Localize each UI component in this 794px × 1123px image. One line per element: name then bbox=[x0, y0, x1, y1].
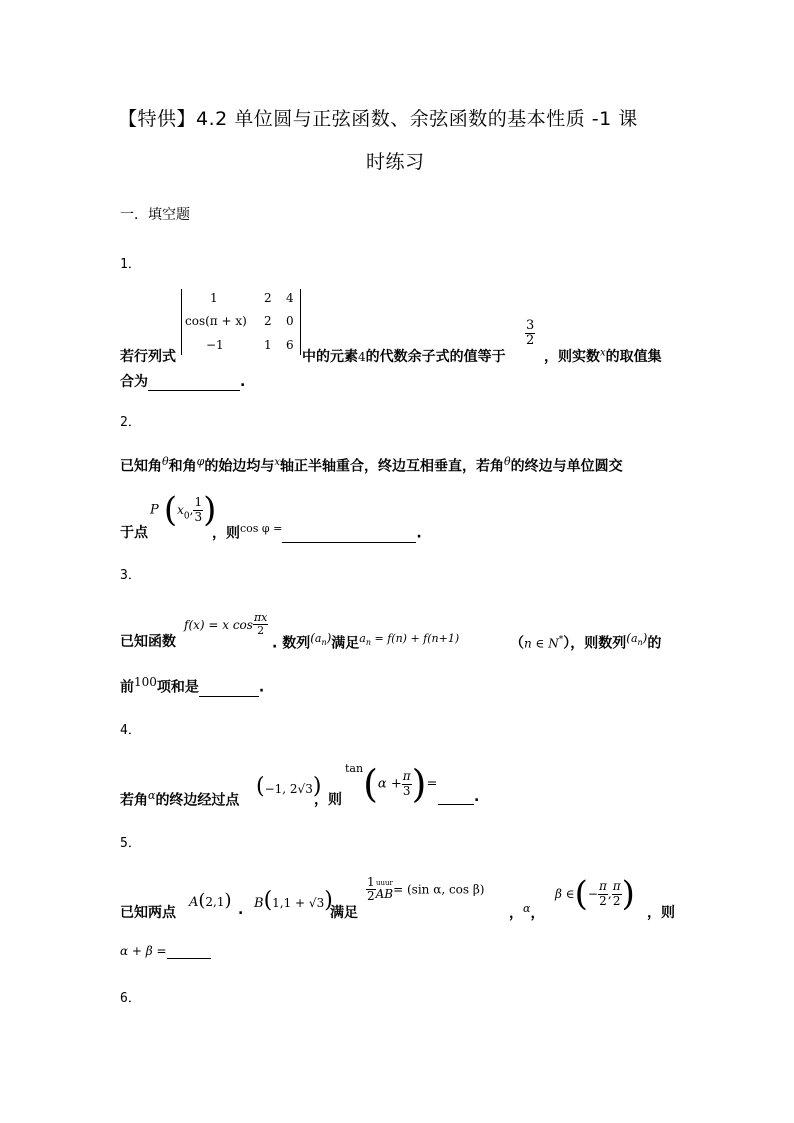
answer-blank-4[interactable] bbox=[438, 790, 474, 805]
question-3-condition: （n ∈ N*），则数列$^{(a_n)}$的 bbox=[510, 631, 662, 652]
det-r3c1: −1 bbox=[206, 338, 224, 352]
title-line-1: 【特供】4.2 单位圆与正弦函数、余弦函数的基本性质 -1 课 bbox=[118, 108, 638, 130]
question-1-text: 中的元素4的代数余子式的值等于 bbox=[302, 349, 506, 365]
point-coordinates: (−1, 2√3) bbox=[256, 774, 322, 799]
function-f: f(x) = x cos $\frac{\pi x}{2}$ bbox=[184, 611, 268, 638]
answer-blank-3[interactable] bbox=[199, 682, 259, 697]
point-B: B(1,1 + √3) bbox=[254, 888, 333, 913]
det-r1c1: 1 bbox=[210, 291, 218, 305]
vector-equation: $\frac{1}{2}$ uuur AB = (sin α, cos β) bbox=[367, 875, 485, 904]
tan-expression: $^{tan}$(α + $\frac{\pi}{3}$ )= bbox=[345, 762, 438, 806]
question-1-prefix: 若行列式 bbox=[120, 349, 176, 365]
det-r3c2: 1 bbox=[264, 338, 272, 352]
question-3-line-2: 前$^{100}$项和是 . bbox=[120, 675, 265, 696]
det-r3c3: 6 bbox=[286, 338, 294, 352]
question-2-number: 2． bbox=[120, 415, 141, 430]
beta-interval: β ∈(− $\frac{\pi}{2}$ , $\frac{\pi}{2}$ ) bbox=[555, 874, 635, 914]
question-6-number: 6． bbox=[120, 991, 141, 1006]
answer-blank-5[interactable] bbox=[167, 944, 211, 959]
question-5-satisfies: 满足 bbox=[330, 905, 358, 921]
question-4-then: ，则 bbox=[314, 792, 342, 808]
fraction-3-2: $\frac{3}{2}$ bbox=[526, 318, 535, 349]
det-r2c2: 2 bbox=[264, 314, 272, 328]
question-5-dot: . bbox=[238, 902, 244, 918]
det-r1c2: 2 bbox=[264, 291, 272, 305]
question-3-label: 已知函数 bbox=[120, 634, 176, 650]
question-4-number: 4． bbox=[120, 723, 141, 738]
question-4-blank-line: . bbox=[438, 789, 479, 805]
question-5-number: 5． bbox=[120, 836, 141, 851]
title-line-2: 时练习 bbox=[366, 151, 425, 173]
question-1-line-2: 合为 . bbox=[120, 374, 246, 390]
point-P: P ($x_0$, $\frac{1}{3}$ ) bbox=[150, 490, 217, 530]
answer-blank-1[interactable] bbox=[148, 376, 240, 391]
det-r2c1: cos(π + x) bbox=[185, 314, 247, 328]
question-2-line-1: 已知角$^\theta$和角$^\varphi$的始边均与$^x$轴正半轴重合，终边互相垂直，若角$^\theta$的终边与单位圆交 bbox=[120, 455, 623, 475]
question-1-text-2: ，则实数$^x$的取值集 bbox=[544, 347, 662, 365]
question-5-prefix: 已知两点 bbox=[120, 905, 176, 921]
question-5-then: ，则 bbox=[647, 905, 675, 921]
point-A: A(2,1) bbox=[189, 890, 232, 911]
question-5-line-2: α + β = bbox=[120, 940, 211, 959]
question-1-number: 1． bbox=[120, 257, 141, 272]
section-heading: 一．填空题 bbox=[120, 207, 190, 223]
question-3-line-1: . 数列$^{(a_n)}$满足$^{a_n = f(n) + f(n+1)}$ bbox=[272, 631, 460, 652]
det-r1c3: 4 bbox=[286, 291, 294, 305]
det-r2c3: 0 bbox=[286, 314, 294, 328]
answer-blank-2[interactable] bbox=[282, 528, 416, 543]
question-2-line-2: ，则$^{cos \varphi =}$ . bbox=[212, 522, 422, 542]
question-5-alpha: ，$^\alpha$， bbox=[509, 902, 545, 922]
question-2-prefix: 于点 bbox=[120, 525, 148, 541]
question-4-line-1: 若角$^\alpha$的终边经过点 bbox=[120, 789, 240, 809]
question-3-number: 3． bbox=[120, 568, 141, 583]
